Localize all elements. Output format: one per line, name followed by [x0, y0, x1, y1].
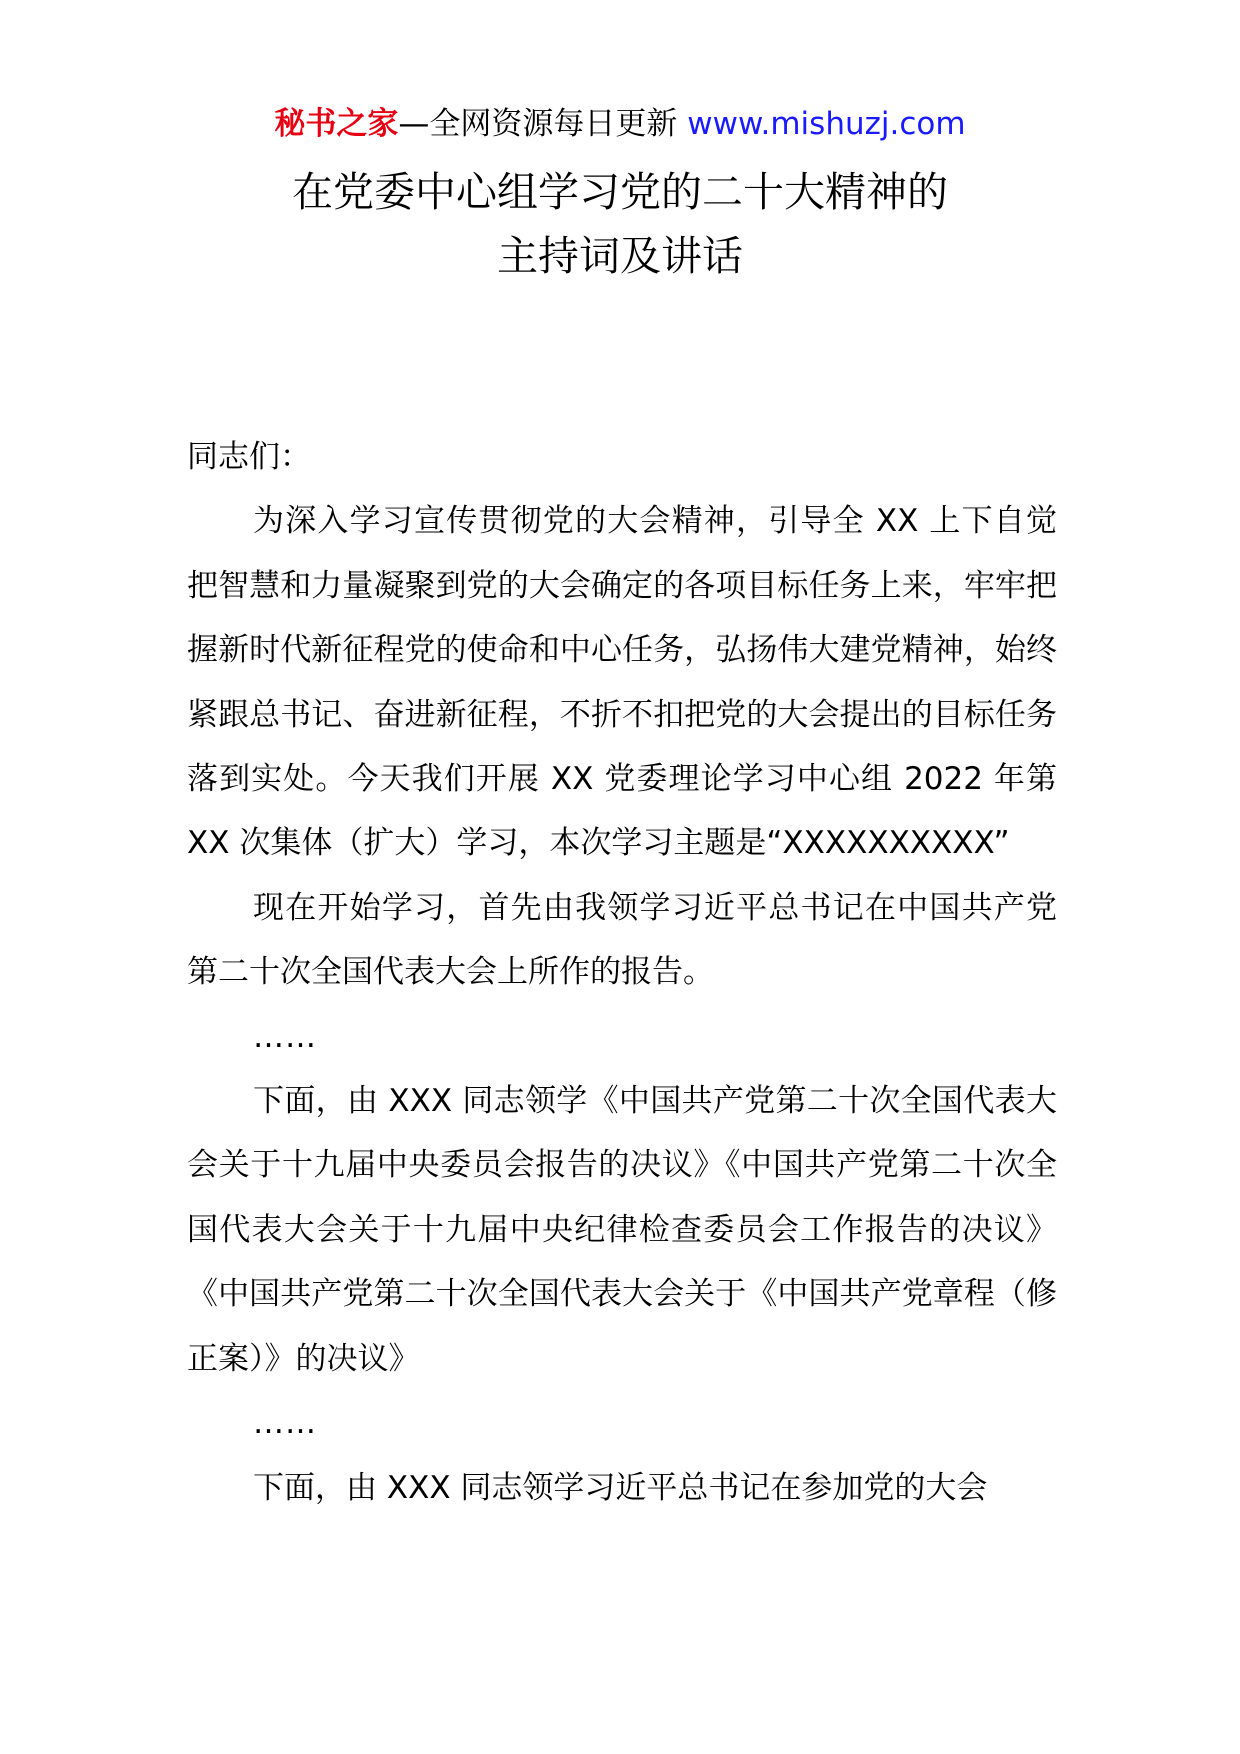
salutation: 同志们： — [187, 439, 311, 475]
document-title — [0, 160, 1240, 288]
paragraph-4: 下面，由 XXX 同志领学习近平总书记在参加党的大会 — [253, 1469, 988, 1506]
ellipsis-2: …… — [253, 1405, 317, 1442]
title-line-2: 主持词及讲话 — [497, 232, 743, 280]
paragraph-3: 下面，由 XXX 同志领学《中国共产党第二十次全国代表大会关于十九届中央委员会报告的决议》《中国共产党第二十次全国代表大会关于十九届中央纪律检查委员会工作报告的决议》《中国共产党第二十次全国代表大会关于《中国共产党章程（修正案）》的决议》 — [187, 1083, 1057, 1377]
paragraph-2: 现在开始学习，首先由我领学习近平总书记在中国共产党第二十次全国代表大会上所作的报告。 — [187, 889, 1057, 991]
brand-name: 秘书之家 — [274, 106, 399, 142]
site-url-link[interactable]: www.mishuzj.com — [687, 106, 966, 142]
ellipsis-1: …… — [253, 1018, 317, 1055]
site-tagline: —全网资源每日更新 — [398, 106, 678, 142]
document-body — [187, 425, 1057, 1520]
title-line-1: 在党委中心组学习党的二十大精神的 — [292, 168, 948, 216]
site-header — [0, 102, 1240, 146]
paragraph-1: 为深入学习宣传贯彻党的大会精神，引导全 XX 上下自觉把智慧和力量凝聚到党的大会确定的各项目标任务上来，牢牢把握新时代新征程党的使命和中心任务，弘扬伟大建党精神，始终紧跟总书记、奋进新征程，不折不扣把党的大会提出的目标任务落到实处。今天我们开展 XX 党委理论学习中心组 2022 年第 XX 次集体（扩大）学习，本次学习主题是“XXXXXXXXXX” — [187, 503, 1057, 862]
